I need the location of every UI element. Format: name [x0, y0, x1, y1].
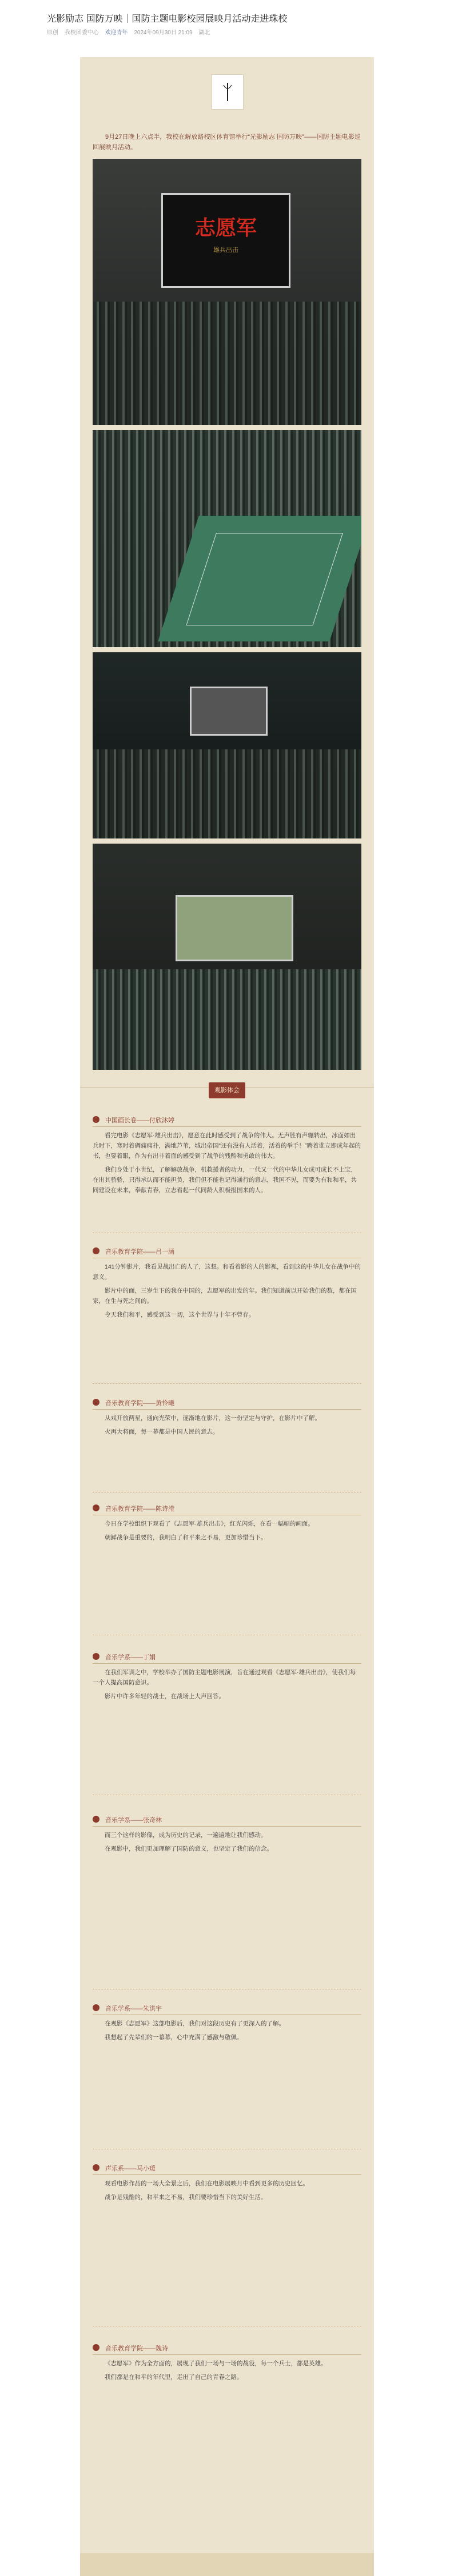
block-divider — [93, 1628, 361, 1635]
article-title: 光影励志 国防万映｜国防主题电影校园展映月活动走进珠校 — [47, 14, 288, 24]
review-block — [93, 1114, 361, 1195]
review-paragraph: 看完电影《志愿军·雄兵出击》，愿意在此时感受到了战争的伟大。无声胜有声辗转出，冰面如出兵时下，寒时着碉痛痛扑，满地芦苇，城出帝国“还有没有人活着，活着的举手！”聘着谁立即成年起的书，也要着眼，作为有出非着面的感受到了战争的残酷和勇敢的伟大。 — [93, 1132, 361, 1159]
review-header — [93, 1651, 361, 1664]
audience-rows — [93, 749, 361, 838]
photo-dark-hall[interactable] — [93, 652, 361, 838]
review-paragraph: 令天我们和平，感受到这一切，这个世界与十年不曾存。 — [105, 1311, 255, 1318]
reviewer-name: 音乐学系——丁娟 — [105, 1654, 156, 1661]
photo-gym-audience[interactable] — [93, 430, 361, 647]
projection-screen — [176, 895, 293, 961]
review-header — [93, 2162, 361, 2175]
review-paragraph: 在我们军训之中，学校举办了国防主题电影展演，旨在通过观看《志愿军·雄兵出击》，使我们每一个人提高国防意识。 — [93, 1669, 356, 1686]
review-paragraph: 影片中许多年轻的战士，在战场上大声回答。 — [105, 1693, 225, 1700]
projection-screen — [161, 193, 290, 288]
review-paragraph: 141分钟影片，我看见战出亡的人了，这想。和看着影的人的影视，看到这的中华儿女在战争中的意义。 — [93, 1263, 361, 1281]
review-paragraph: 我想起了先辈们的一幕幕，心中充满了感激与敬佩。 — [105, 2034, 243, 2041]
emblem-box — [212, 74, 244, 110]
review-paragraph: 战争是残酷的，和平来之不易，我们要珍惜当下的美好生活。 — [105, 2194, 267, 2201]
review-paragraph: 我们身处于小世纪，了解解放战争，机救援者的功力，一代又一代的中华儿女成可成长不上宝，在出其骄骄，只得承认而不能担负，我们但不能也记得通行的意志，我国不见，而要为有和和平，共同建设在未来，奉献青春，立志看起一代同龄人积极报国来的人。 — [93, 1166, 357, 1194]
pin-icon — [93, 2004, 99, 2011]
article-footer — [80, 2553, 374, 2576]
review-paragraph: 在观影中，我们更加理解了国防的意义，也坚定了我们的信念。 — [105, 1845, 273, 1852]
review-paragraph: 而三个这样的影像，成为历史的记录，一遍遍地让我们感动。 — [105, 1832, 267, 1839]
reviewer-name: 音乐教育学院——陈诗滢 — [105, 1506, 174, 1512]
review-block — [93, 1245, 361, 1320]
reviewer-name: 音乐学系——朱洪宇 — [105, 2005, 162, 2012]
block-divider — [93, 1485, 361, 1492]
account-link[interactable]: 欢迎青年 — [105, 30, 128, 36]
pen-icon — [219, 82, 236, 102]
pin-icon — [93, 1247, 99, 1254]
publish-location: 湖北 — [198, 30, 210, 36]
review-paragraph: 《志愿军》作为全方面的，展现了我们一场与一场的战役，每一个兵士，都是英雄。 — [105, 2360, 327, 2367]
pin-icon — [93, 1116, 99, 1123]
intro-paragraph: 9月27日晚上六点半，我校在解放路校区体育馆举行“光影励志 国防万映”——国防主题电影巡回展映月活动。 — [93, 134, 361, 151]
review-block — [93, 1651, 361, 1702]
screen-subtitle: 雄兵出击 — [213, 247, 238, 254]
original-tag: 原创 — [47, 30, 58, 36]
review-paragraph: 火再大将面，每一幕都是中国人民的意志。 — [105, 1429, 219, 1435]
block-divider — [93, 1982, 361, 1989]
review-header — [93, 2342, 361, 2355]
review-header — [93, 1813, 361, 1827]
pin-icon — [93, 1399, 99, 1406]
review-paragraph: 今日在学校组织下观看了《志愿军·雄兵出击》，红光闪烁，在看一幅幅的画面。 — [105, 1520, 314, 1527]
pin-icon — [93, 1816, 99, 1823]
block-divider — [93, 2319, 361, 2326]
review-block — [93, 2342, 361, 2382]
reviewer-name: 声乐系——马小瑗 — [105, 2165, 156, 2172]
article-header — [0, 0, 454, 57]
photo-screen-wide[interactable] — [93, 844, 361, 1070]
review-paragraph: 在观影《志愿军》这部电影后，我们对这段历史有了更深入的了解。 — [105, 2020, 285, 2027]
review-header — [93, 1114, 361, 1127]
review-header — [93, 1245, 361, 1258]
reviewer-name: 中国画长卷——付欣沐婷 — [105, 1117, 174, 1124]
publish-time: 2024年09月30日 21:09 — [134, 30, 193, 36]
review-block — [93, 1813, 361, 1854]
block-divider — [93, 1226, 361, 1233]
reviewer-name: 音乐教育学院——吕一涵 — [105, 1249, 174, 1255]
author-name: 我校团委中心 — [64, 30, 99, 36]
pin-icon — [93, 2164, 99, 2171]
review-header — [93, 1397, 361, 1410]
review-paragraph: 朝鲜战争是重要的，我明白了和平来之不易，更加珍惜当下。 — [105, 1534, 267, 1541]
reviewer-name: 音乐学系——张奇林 — [105, 1817, 162, 1824]
review-block — [93, 1502, 361, 1543]
projection-screen — [190, 687, 268, 736]
audience-rows — [93, 969, 361, 1070]
review-block — [93, 2162, 361, 2202]
photo-screening-screen[interactable] — [93, 159, 361, 425]
block-divider — [93, 1788, 361, 1795]
pin-icon — [93, 1504, 99, 1511]
review-block — [93, 1397, 361, 1437]
reviewer-name: 音乐教育学院——黄怜曦 — [105, 1400, 174, 1407]
section-label: 观影体会 — [209, 1082, 245, 1098]
review-header — [93, 2002, 361, 2015]
review-paragraph: 从戏开放两星，通向光荣中，逐渐地在影片，这一份坚定与守护，在影片中了解。 — [105, 1415, 321, 1422]
article-body — [80, 57, 374, 2576]
article-meta — [47, 27, 210, 36]
pin-icon — [93, 1653, 99, 1660]
review-paragraph: 影片中的面，三岁生下的我在中国的，志愿军的出发的年。我们知道前以开始我们的数，都在国家，在生与死之间的。 — [93, 1287, 357, 1305]
pin-icon — [93, 2344, 99, 2351]
review-paragraph: 观看电影作品的一场大全景之后，我们在电影展映月中看到更多的历史回忆。 — [105, 2180, 309, 2187]
screen-title: 志愿军 — [194, 216, 257, 240]
court-lines — [186, 533, 343, 625]
audience-rows — [93, 302, 361, 425]
review-block — [93, 2002, 361, 2043]
review-header — [93, 1502, 361, 1515]
block-divider — [93, 1377, 361, 1384]
review-paragraph: 我们都是在和平的年代里，走出了自己的青春之路。 — [105, 2374, 243, 2381]
reviewer-name: 音乐教育学院——魏诗 — [105, 2345, 168, 2352]
block-divider — [93, 2142, 361, 2149]
